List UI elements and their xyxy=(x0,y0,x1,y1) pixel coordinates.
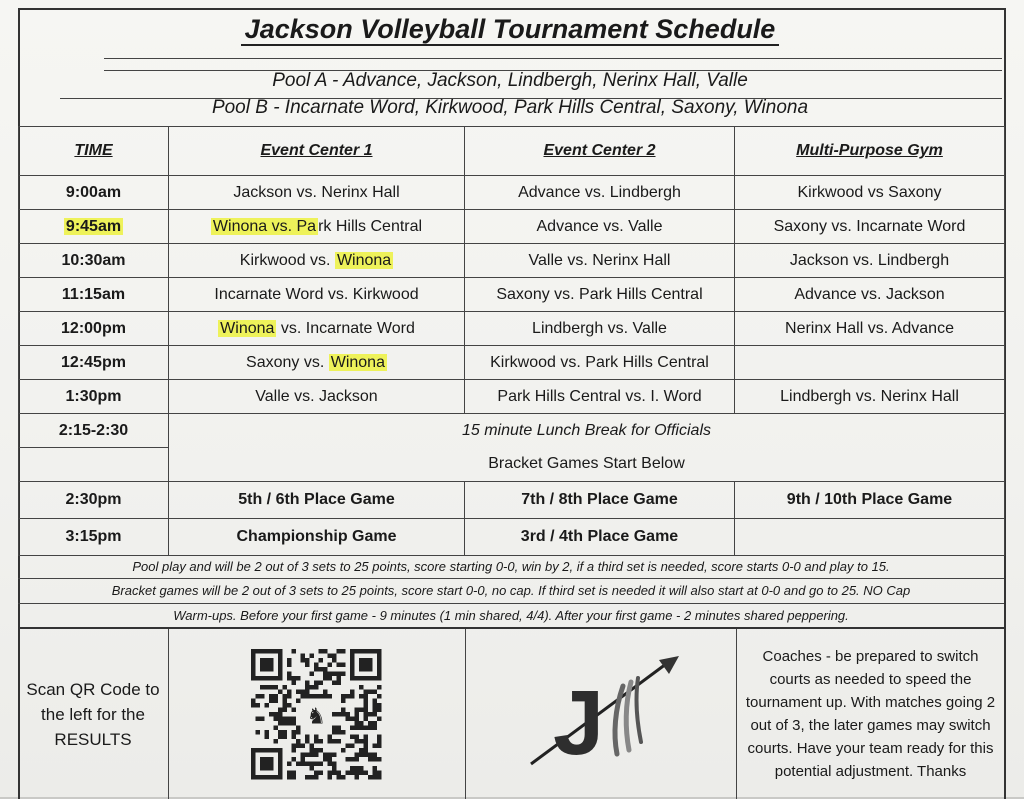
highlight: Winona xyxy=(220,319,275,337)
header-multi-purpose-gym: Multi-Purpose Gym xyxy=(735,127,1005,176)
time-cell: 11:15am xyxy=(19,278,169,312)
arrowhead-shape xyxy=(659,656,679,674)
game-cell: Kirkwood vs. Winona xyxy=(169,244,465,278)
table-row xyxy=(19,176,1005,210)
game-cell: 3rd / 4th Place Game xyxy=(465,519,735,556)
time-cell: 1:30pm xyxy=(19,380,169,414)
game-cell: Lindbergh vs. Nerinx Hall xyxy=(735,380,1005,414)
game-cell: Advance vs. Jackson xyxy=(735,278,1005,312)
bracket-header-cell: Bracket Games Start Below xyxy=(169,448,1005,482)
game-cell: Nerinx Hall vs. Advance xyxy=(735,312,1005,346)
jackson-logo-icon xyxy=(511,654,691,774)
time-cell: 10:30am xyxy=(19,244,169,278)
highlight: Winona vs. Pa xyxy=(212,217,317,235)
game-cell: 9th / 10th Place Game xyxy=(735,482,1005,519)
table-header-row xyxy=(19,127,1005,176)
table-row xyxy=(19,346,1005,380)
time-cell: 2:15-2:30 xyxy=(19,414,169,448)
header-event-center-1: Event Center 1 xyxy=(169,127,465,176)
game-cell: Winona vs. Incarnate Word xyxy=(169,312,465,346)
game-cell: Kirkwood vs. Park Hills Central xyxy=(465,346,735,380)
bracket-rules: Bracket games will be 2 out of 3 sets to 25 points, score start 0-0, no cap. If third set is needed it will also start at 0-0 and go to 25. NO Cap xyxy=(111,583,911,598)
game-cell: Saxony vs. Incarnate Word xyxy=(735,210,1005,244)
game-cell: Incarnate Word vs. Kirkwood xyxy=(169,278,465,312)
game-cell: 7th / 8th Place Game xyxy=(465,482,735,519)
table-row xyxy=(19,244,1005,278)
table-row xyxy=(19,519,1005,556)
table-row xyxy=(19,482,1005,519)
table-row xyxy=(19,312,1005,346)
header-event-center-2: Event Center 2 xyxy=(465,127,735,176)
dino-icon: ♞ xyxy=(306,703,327,729)
time-cell: 9:00am xyxy=(19,176,169,210)
game-cell: Lindbergh vs. Valle xyxy=(465,312,735,346)
pool-play-rules: Pool play and will be 2 out of 3 sets to 25 points, score starting 0-0, win by 2, if a third set is needed, score starts 0-0 and play to 15. xyxy=(132,559,890,574)
divider xyxy=(18,603,1004,604)
table-row xyxy=(19,380,1005,414)
time-cell: 3:15pm xyxy=(19,519,169,556)
footer-section xyxy=(18,627,1004,799)
game-cell: Championship Game xyxy=(169,519,465,556)
time-cell: 12:00pm xyxy=(19,312,169,346)
logo-panel xyxy=(466,629,737,799)
time-cell: 12:45pm xyxy=(19,346,169,380)
divider xyxy=(18,578,1004,579)
game-cell: Valle vs. Jackson xyxy=(169,380,465,414)
table-row xyxy=(19,278,1005,312)
coaches-note: Coaches - be prepared to switch courts as needed to speed the tournament up. With matches going 2 out of 3, the later games may switch courts. Have your team ready for this potential adjustment. Thanks xyxy=(745,648,996,780)
game-cell: Winona vs. Pa rk Hills Central xyxy=(169,210,465,244)
empty-cell xyxy=(19,448,169,482)
game-cell: Jackson vs. Lindbergh xyxy=(735,244,1005,278)
lunch-break-cell: 15 minute Lunch Break for Officials xyxy=(169,414,1005,448)
game-cell xyxy=(735,519,1005,556)
game-cell: Park Hills Central vs. I. Word xyxy=(465,380,735,414)
logo-letter: J xyxy=(553,672,605,774)
lunch-row xyxy=(19,414,1005,448)
schedule-table xyxy=(18,126,1005,556)
divider xyxy=(104,58,1002,59)
highlight: Winona xyxy=(330,353,385,371)
pool-b-line: Pool B - Incarnate Word, Kirkwood, Park Hills Central, Saxony, Winona xyxy=(211,97,809,118)
time-cell xyxy=(19,210,169,244)
pool-a-line: Pool A - Advance, Jackson, Lindbergh, Nerinx Hall, Valle xyxy=(272,70,748,91)
game-cell: Kirkwood vs Saxony xyxy=(735,176,1005,210)
warmup-rules: Warm-ups. Before your first game - 9 minutes (1 min shared, 4/4). After your first game - 2 minutes shared peppering. xyxy=(173,608,849,623)
game-cell: Advance vs. Lindbergh xyxy=(465,176,735,210)
qr-code[interactable] xyxy=(245,648,389,780)
table-row xyxy=(19,210,1005,244)
game-cell: Saxony vs. Park Hills Central xyxy=(465,278,735,312)
game-cell: Saxony vs. Winona xyxy=(169,346,465,380)
game-cell: Jackson vs. Nerinx Hall xyxy=(169,176,465,210)
game-cell: 5th / 6th Place Game xyxy=(169,482,465,519)
time-cell: 2:30pm xyxy=(19,482,169,519)
game-cell xyxy=(735,346,1005,380)
header-time: TIME xyxy=(19,127,169,176)
game-cell: Valle vs. Nerinx Hall xyxy=(465,244,735,278)
scan-instructions: Scan QR Code to the left for the RESULTS xyxy=(18,629,169,799)
qr-code-panel xyxy=(169,629,466,799)
bracket-header-row xyxy=(19,448,1005,482)
highlight: Winona xyxy=(336,251,392,269)
game-cell: Advance vs. Valle xyxy=(465,210,735,244)
page-title: Jackson Volleyball Tournament Schedule xyxy=(18,14,1002,58)
highlight: 9:45am xyxy=(65,217,122,235)
